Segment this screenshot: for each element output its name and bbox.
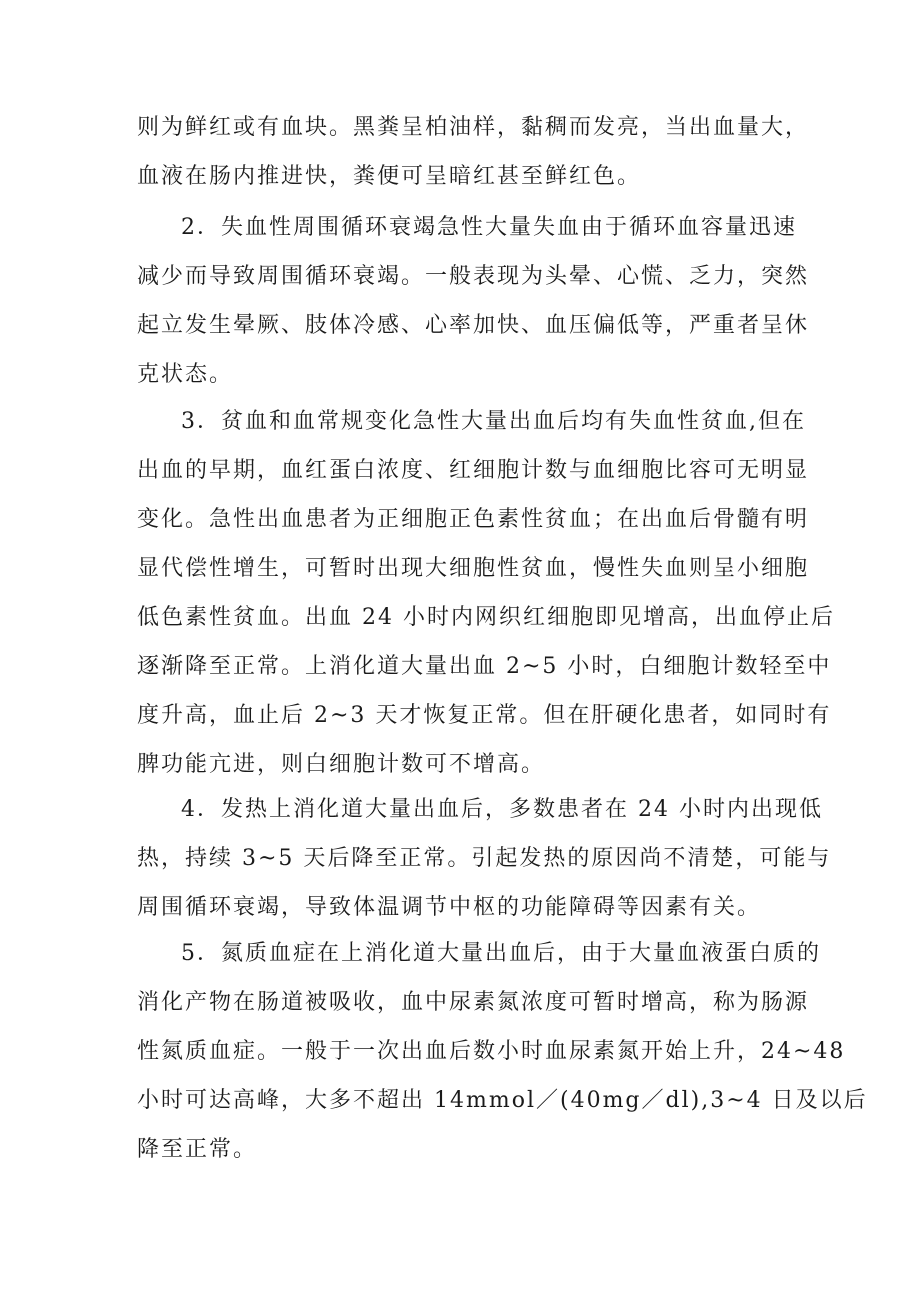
text-line: 3．贫血和血常规变化急性大量出血后均有失血性贫血,但在 <box>181 409 806 434</box>
text-line: 则为鲜红或有血块。黑粪呈柏油样，黏稠而发亮，当出血量大， <box>137 115 810 140</box>
text-line: 度升高，血止后 2~3 天才恢复正常。但在肝硬化患者，如同时有 <box>137 703 832 728</box>
paragraph-item-3 <box>137 405 835 781</box>
paragraph-item-2 <box>137 211 810 391</box>
paragraph-item-5 <box>137 937 868 1166</box>
text-line: 2．失血性周围循环衰竭急性大量失血由于循环血容量迅速 <box>181 215 797 240</box>
text-line: 消化产物在肠道被吸收，血中尿素氮浓度可暂时增高，称为肠源 <box>137 990 810 1015</box>
paragraph-item-4 <box>137 793 832 924</box>
text-line: 小时可达高峰，大多不超出 14mmol／(40mg／dl),3~4 日及以后 <box>137 1088 868 1113</box>
text-line: 低色素性贫血。出血 24 小时内网织红细胞即见增高，出血停止后 <box>137 605 835 630</box>
paragraph-continuation <box>137 111 810 193</box>
text-line: 减少而导致周围循环衰竭。一般表现为头晕、心慌、乏力，突然 <box>137 264 810 289</box>
text-line: 起立发生晕厥、肢体冷感、心率加快、血压偏低等，严重者呈休 <box>137 313 810 338</box>
text-line: 热，持续 3~5 天后降至正常。引起发热的原因尚不清楚，可能与 <box>137 846 832 871</box>
text-line: 降至正常。 <box>137 1137 258 1162</box>
text-line: 显代偿性增生，可暂时出现大细胞性贫血，慢性失血则呈小细胞 <box>137 556 810 581</box>
text-line: 逐渐降至正常。上消化道大量出血 2~5 小时，白细胞计数轻至中 <box>137 654 832 679</box>
text-line: 出血的早期，血红蛋白浓度、红细胞计数与血细胞比容可无明显 <box>137 458 810 483</box>
text-line: 性氮质血症。一般于一次出血后数小时血尿素氮开始上升，24~48 <box>137 1039 846 1064</box>
text-line: 周围循环衰竭，导致体温调节中枢的功能障碍等因素有关。 <box>137 895 762 920</box>
text-line: 5．氮质血症在上消化道大量出血后，由于大量血液蛋白质的 <box>181 941 821 966</box>
text-line: 4．发热上消化道大量出血后，多数患者在 24 小时内出现低 <box>181 797 823 822</box>
text-line: 血液在肠内推进快，粪便可呈暗红甚至鲜红色。 <box>137 164 642 189</box>
text-line: 脾功能亢进，则白细胞计数可不增高。 <box>137 752 546 777</box>
text-line: 变化。急性出血患者为正细胞正色素性贫血；在出血后骨髓有明 <box>137 507 810 532</box>
text-line: 克状态。 <box>137 362 234 387</box>
